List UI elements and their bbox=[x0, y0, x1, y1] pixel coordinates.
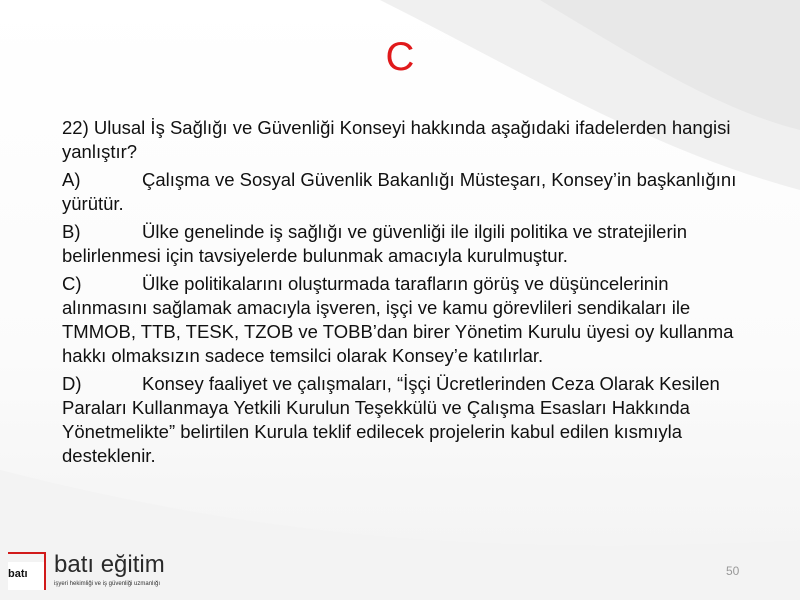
logo-frame bbox=[8, 552, 46, 590]
option-c-letter: C) bbox=[62, 273, 82, 294]
option-d-text: Konsey faaliyet ve çalışmaları, “İşçi Ücretlerinden Ceza Olarak Kesilen Paraları Kullanmaya Yetkili Kurulun Teşekkülü ve Çalışma Esasları Hakkında Yönetmelikte” belirtilen Kurula teklif edilecek projelerin kabul edilen kısmıyla desteklenir. bbox=[62, 373, 720, 466]
option-d-letter: D) bbox=[62, 373, 82, 394]
option-d bbox=[62, 372, 752, 468]
page-number: 50 bbox=[726, 564, 740, 578]
brand-logo bbox=[8, 552, 188, 592]
option-a bbox=[62, 168, 752, 216]
option-b bbox=[62, 220, 752, 268]
option-a-text: Çalışma ve Sosyal Güvenlik Bakanlığı Müsteşarı, Konsey’in başkanlığını yürütür. bbox=[62, 169, 737, 214]
logo-name: batı eğitim bbox=[54, 551, 165, 578]
logo-tagline: işyeri hekimliği ve iş güvenliği uzmanlığı bbox=[54, 581, 161, 587]
option-b-letter: B) bbox=[62, 221, 81, 242]
logo-short-text: batı bbox=[8, 568, 28, 580]
question-text: 22) Ulusal İş Sağlığı ve Güvenliği Konseyi hakkında aşağıdaki ifadelerden hangisi yanlıştır? bbox=[62, 117, 731, 162]
option-b-text: Ülke genelinde iş sağlığı ve güvenliği ile ilgili politika ve stratejilerin belirlenmesi için tavsiyelerde bulunmak amacıyla kurulmuştur. bbox=[62, 221, 688, 266]
option-c-text: Ülke politikalarını oluşturmada tarafların görüş ve düşüncelerinin alınmasını sağlamak amacıyla işveren, işçi ve kamu görevlileri sendikaları ile TMMOB, TTB, TESK, TZOB ve TOBB’dan birer Yönetim Kurulu üyesi oy kullanma hakkı olmaksızın sadece temsilci olarak Konsey’e katılırlar. bbox=[62, 273, 734, 366]
option-c bbox=[62, 272, 752, 368]
option-a-letter: A) bbox=[62, 169, 81, 190]
slide-content bbox=[62, 116, 752, 472]
slide-title: C bbox=[385, 35, 415, 79]
